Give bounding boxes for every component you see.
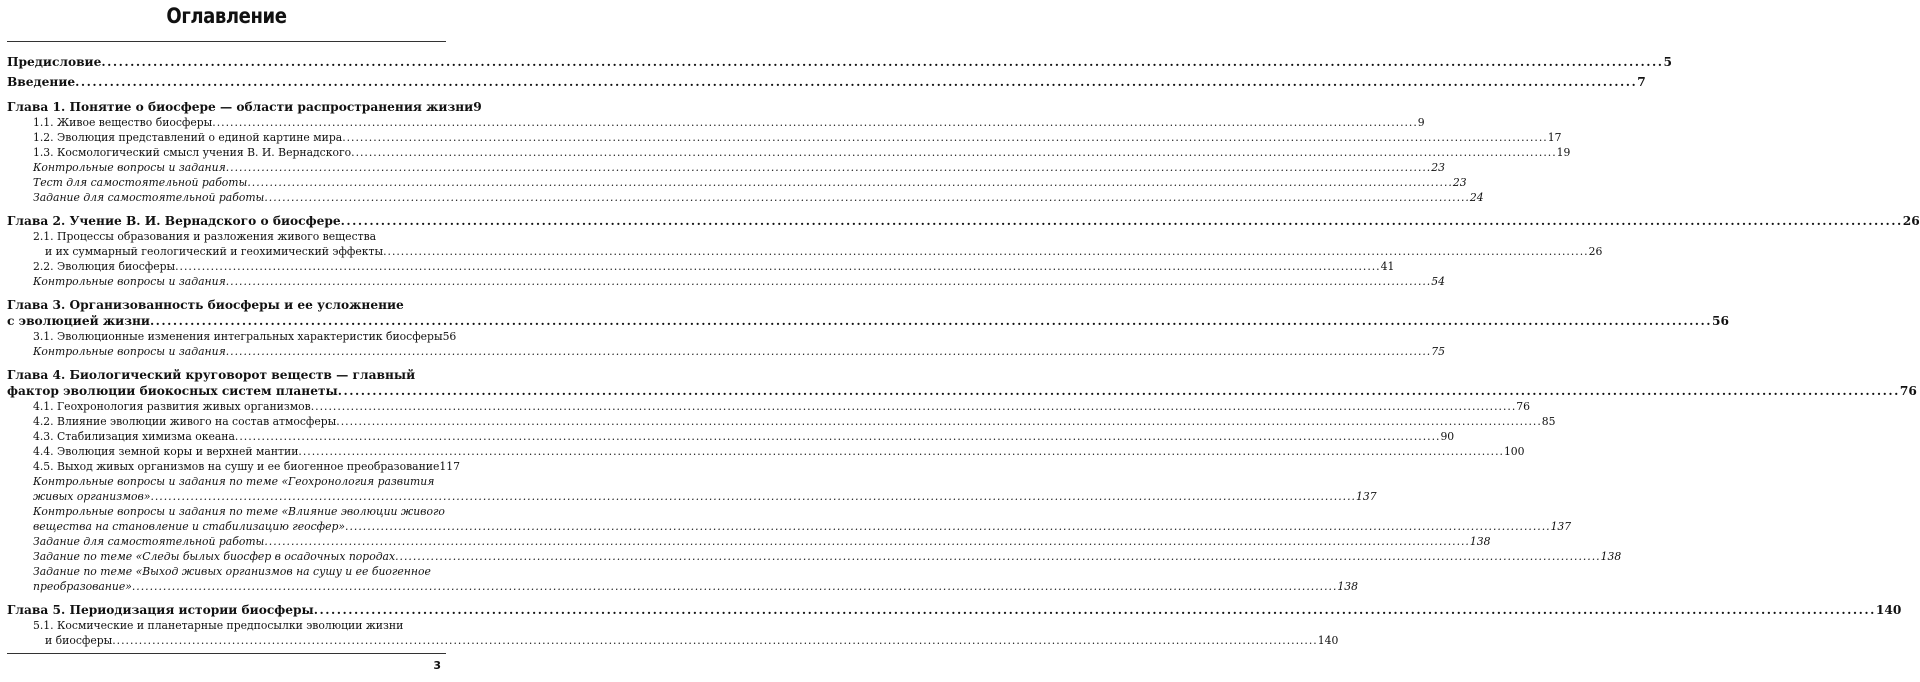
- toc-chapter-2[interactable]: Глава 2. Учение В. И. Вернадского о биосфере ..... 26: [7, 213, 446, 229]
- toc-section-5-1[interactable]: и биосферы ..... 140: [7, 633, 446, 648]
- page-number: 3: [433, 659, 441, 672]
- toc-chapter-4-line1[interactable]: Глава 4. Биологический круговорот веществ — главный: [7, 368, 416, 382]
- toc-section-1-1[interactable]: 1.1. Живое вещество биосферы ..... 9: [7, 115, 446, 130]
- toc-chapter-3-questions[interactable]: Контрольные вопросы и задания ..... 75: [7, 344, 446, 359]
- toc-chapter-4-questions-1[interactable]: живых организмов» ..... 137: [7, 489, 446, 504]
- toc-chapter-3-line1[interactable]: Глава 3. Организованность биосферы и ее усложнение: [7, 298, 404, 312]
- toc-chapter-4-task-3-line1[interactable]: Задание по теме «Выход живых организмов на сушу и ее биогенное: [33, 565, 431, 578]
- toc-chapter-4[interactable]: фактор эволюции биокосных систем планеты ..... 76: [7, 383, 446, 399]
- toc-chapter-1-task[interactable]: Задание для самостоятельной работы ..... 24: [7, 190, 446, 205]
- toc-chapter-4-task-1[interactable]: Задание для самостоятельной работы ..... 138: [7, 534, 446, 549]
- toc-section-4-3[interactable]: 4.3. Стабилизация химизма океана ..... 90: [7, 429, 446, 444]
- toc-chapter-1-test[interactable]: Тест для самостоятельной работы ..... 23: [7, 175, 446, 190]
- page-title: Оглавление: [166, 4, 287, 28]
- toc-section-4-2[interactable]: 4.2. Влияние эволюции живого на состав атмосферы ..... 85: [7, 414, 446, 429]
- toc-chapter-1[interactable]: Глава 1. Понятие о биосфере — области распространения жизни 9: [7, 100, 482, 114]
- toc-entry-preface[interactable]: Предисловие ..... 5: [7, 54, 446, 70]
- toc-chapter-4-task-3[interactable]: преобразование» ..... 138: [7, 579, 446, 594]
- toc-section-4-1[interactable]: 4.1. Геохронология развития живых организмов ..... 76: [7, 399, 446, 414]
- toc-chapter-5[interactable]: Глава 5. Периодизация истории биосферы ..... 140: [7, 602, 446, 618]
- toc-section-1-2[interactable]: 1.2. Эволюция представлений о единой картине мира ..... 17: [7, 130, 446, 145]
- bottom-rule: [7, 653, 446, 654]
- toc-section-2-1-line1[interactable]: 2.1. Процессы образования и разложения живого вещества: [33, 230, 377, 243]
- toc-section-2-2[interactable]: 2.2. Эволюция биосферы ..... 41: [7, 259, 446, 274]
- toc-chapter-4-questions-2-line1[interactable]: Контрольные вопросы и задания по теме «Влияние эволюции живого: [33, 505, 445, 518]
- toc-section-4-5[interactable]: 4.5. Выход живых организмов на сушу и ее биогенное преобразование 117: [33, 460, 460, 473]
- toc-chapter-4-task-2[interactable]: Задание по теме «Следы былых биосфер в осадочных породах ..... 138: [7, 549, 446, 564]
- toc-section-4-4[interactable]: 4.4. Эволюция земной коры и верхней мантии ..... 100: [7, 444, 446, 459]
- toc-entry-introduction[interactable]: Введение ..... 7: [7, 74, 446, 90]
- title-rule: [7, 41, 446, 42]
- toc-section-3-1[interactable]: 3.1. Эволюционные изменения интегральных характеристик биосферы 56: [33, 330, 457, 343]
- toc-chapter-2-questions[interactable]: Контрольные вопросы и задания ..... 54: [7, 274, 446, 289]
- toc-section-5-1-line1[interactable]: 5.1. Космические и планетарные предпосылки эволюции жизни: [33, 619, 404, 632]
- toc-chapter-1-questions[interactable]: Контрольные вопросы и задания ..... 23: [7, 160, 446, 175]
- toc-chapter-4-questions-1-line1[interactable]: Контрольные вопросы и задания по теме «Геохронология развития: [33, 475, 435, 488]
- toc-chapter-4-questions-2[interactable]: вещества на становление и стабилизацию геосфер» ..... 137: [7, 519, 446, 534]
- toc-section-2-1[interactable]: и их суммарный геологический и геохимический эффекты ..... 26: [7, 244, 446, 259]
- toc-section-1-3[interactable]: 1.3. Космологический смысл учения В. И. Вернадского ..... 19: [7, 145, 446, 160]
- table-of-contents: [7, 54, 1920, 648]
- toc-chapter-3[interactable]: с эволюцией жизни ..... 56: [7, 313, 446, 329]
